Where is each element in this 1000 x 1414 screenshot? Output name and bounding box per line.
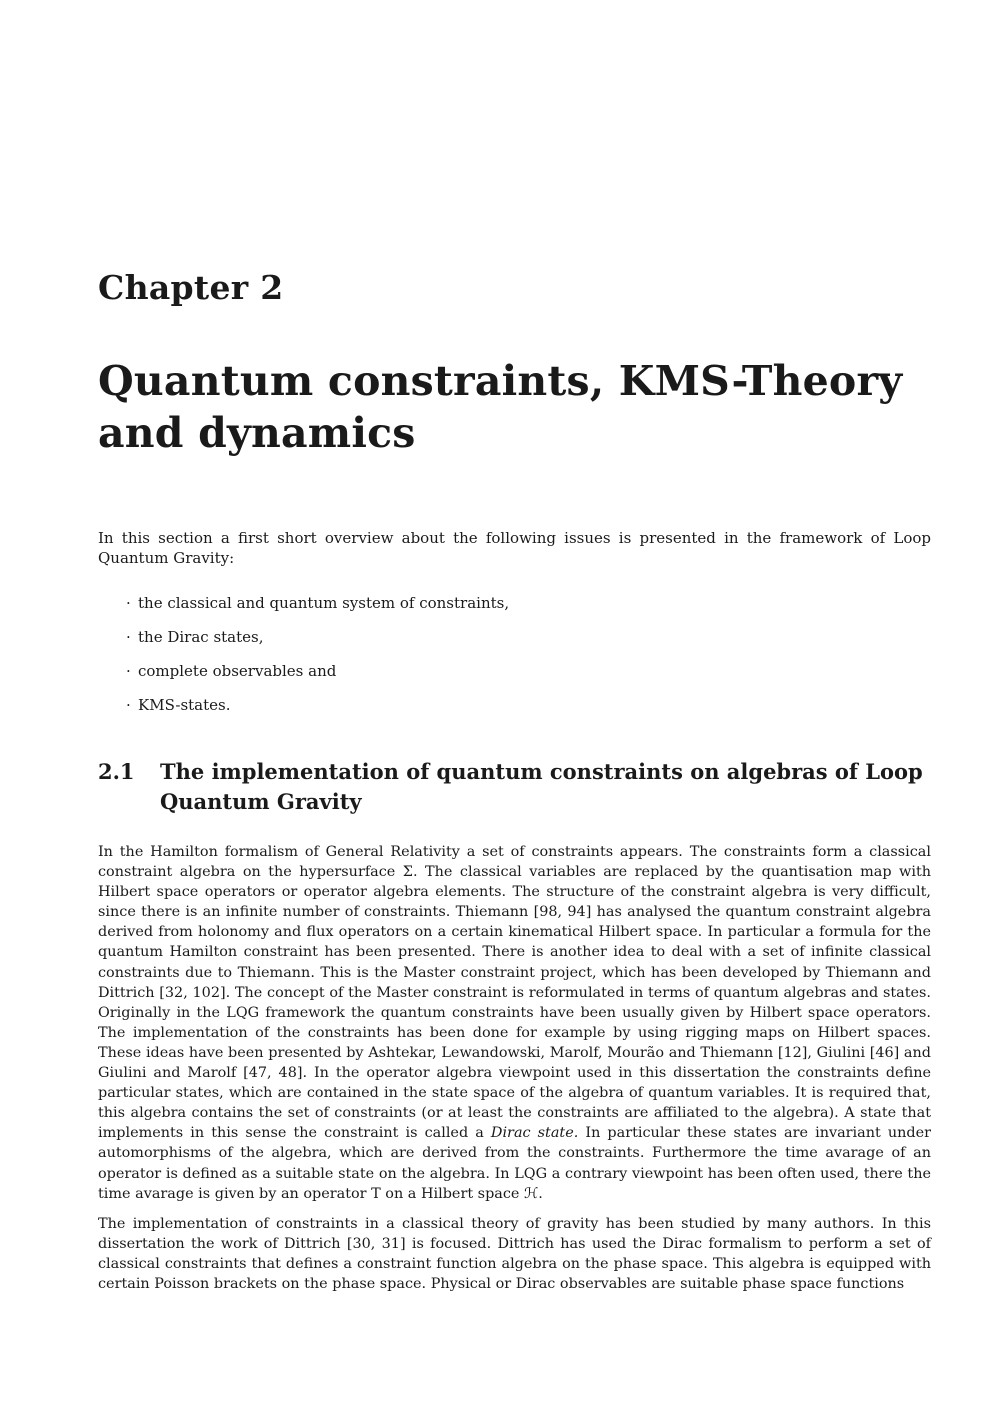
list-item	[126, 694, 509, 728]
section-heading	[98, 757, 931, 817]
list-item-text: KMS-states.	[138, 696, 231, 714]
list-item-text: the classical and quantum system of constraints,	[138, 594, 510, 612]
chapter-title: Quantum constraints, KMS-Theory and dynamics	[98, 357, 903, 457]
intro-paragraph: In this section a first short overview about the following issues is presented in the framework of Loop Quantum Gravity:	[98, 529, 931, 567]
list-item-text: the Dirac states,	[138, 628, 264, 646]
bullet-dot: ·	[126, 662, 131, 680]
paragraph-text: In the Hamilton formalism of General Relativity a set of constraints appears. The constraints form a classical constraint algebra on the hypersurface Σ. The classical variables are replaced by the quantisation map with Hilbert space operators or operator algebra elements. The structure of the constraint algebra is very difficult, since there is an infinite number of constraints. Thiemann [98, 94] has analysed the quantum constraint algebra derived from holonomy and flux operators on a certain kinematical Hilbert space. In particular a formula for the quantum Hamilton constraint has been presented. There is another idea to deal with a set of infinite classical constraints due to Thiemann. This is the Master constraint project, which has been developed by Thiemann and Dittrich [32, 102]. The concept of the Master constraint is reformulated in terms of quantum algebras and states. Originally in the LQG framework the quantum constraints have been usually given by Hilbert space operators. The implementation of the constraints has been done for example by using rigging maps on Hilbert spaces. These ideas have been presented by Ashtekar, Lewandowski, Marolf, Mourão and Thiemann [12], Giulini [46] and Giulini and Marolf [47, 48]. In the operator algebra viewpoint used in this dissertation the constraints define particular states, which are contained in the state space of the algebra of quantum variables. It is required that, this algebra contains the set of constraints (or at least the constraints are affiliated to the algebra). A state that implements in this sense the constraint is called a	[98, 844, 931, 1142]
list-item	[126, 592, 509, 626]
body-paragraph: The implementation of constraints in a classical theory of gravity has been studied by many authors. In this dissertation the work of Dittrich [30, 31] is focused. Dittrich has used the Dirac formalism to perform a set of classical constraints that defines a constraint function algebra on the phase space. This algebra is equipped with certain Poisson brackets on the phase space. Physical or Dirac observables are suitable phase space functions	[98, 1215, 931, 1292]
bullet-list	[126, 592, 509, 728]
chapter-label: Chapter 2	[98, 268, 284, 307]
emphasis-term: Dirac state.	[490, 1125, 579, 1142]
bullet-dot: ·	[126, 594, 131, 612]
paragraph-text: In particular these states are invariant under automorphisms of the algebra, which are derived from the constraints. Furthermore the time avarage of an operator is defined as a suitable state on the algebra. In LQG a contrary viewpoint has been often used, there the time avarage is given by an operator T on a Hilbert space ℋ.	[98, 1125, 932, 1202]
section-title: The implementation of quantum constraints on algebras of Loop Quantum Gravity	[160, 759, 923, 814]
section-number: 2.1	[98, 759, 135, 784]
list-item	[126, 626, 509, 660]
body-paragraph	[98, 842, 931, 1204]
bullet-dot: ·	[126, 696, 131, 714]
section-body	[98, 842, 931, 1304]
list-item-text: complete observables and	[138, 662, 337, 680]
list-item	[126, 660, 509, 694]
bullet-dot: ·	[126, 628, 131, 646]
